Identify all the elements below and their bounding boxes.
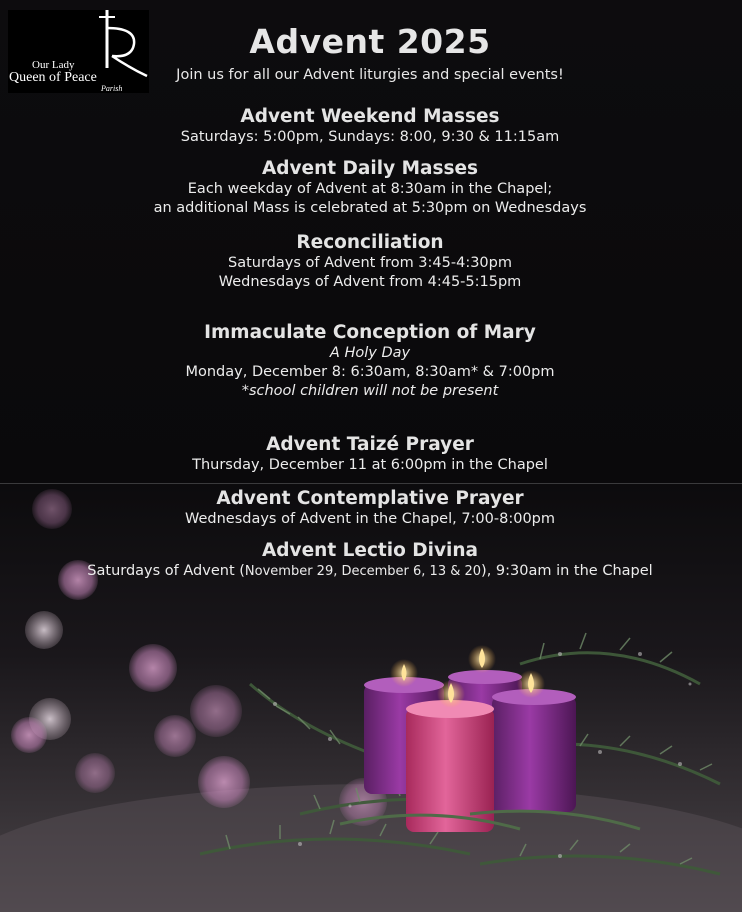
section-text: Wednesdays of Advent from 4:45-5:15pm: [218, 274, 522, 290]
section-text: [30, 562, 710, 581]
svg-text:Queen of Peace: Queen of Peace: [9, 70, 97, 85]
daily-masses-section: [60, 158, 680, 218]
contemplative-prayer-section: [60, 488, 680, 529]
svg-text:Our Lady: Our Lady: [32, 59, 75, 71]
lectio-divina-section: [30, 540, 710, 581]
section-text: an additional Mass is celebrated at 5:30pm on Wednesdays: [153, 200, 587, 216]
parish-logo: [8, 10, 149, 93]
section-text: Saturdays of Advent from 3:45-4:30pm: [228, 255, 512, 271]
lectio-dates: November 29, December 6, 13 & 20: [244, 564, 482, 579]
lectio-text-c: ), 9:30am in the Chapel: [481, 563, 653, 579]
section-heading: Advent Taizé Prayer: [266, 434, 474, 455]
immaculate-conception-section: [60, 322, 680, 401]
section-heading: Reconciliation: [296, 232, 444, 253]
section-text: Wednesdays of Advent in the Chapel, 7:00-8:00pm: [184, 511, 556, 527]
section-divider: [0, 483, 742, 484]
section-text: Each weekday of Advent at 8:30am in the Chapel;: [187, 181, 553, 197]
section-heading: Advent Weekend Masses: [240, 106, 500, 127]
weekend-masses-section: [60, 106, 680, 147]
page-subtitle: Join us for all our Advent liturgies and special events!: [176, 67, 564, 83]
section-heading: Advent Lectio Divina: [261, 540, 478, 561]
section-text: Monday, December 8: 6:30am, 8:30am* & 7:00pm: [185, 364, 555, 380]
section-heading: Immaculate Conception of Mary: [204, 322, 536, 343]
section-footnote: *school children will not be present: [241, 383, 499, 399]
section-text: Thursday, December 11 at 6:00pm in the Chapel: [192, 457, 548, 473]
taize-prayer-section: [60, 434, 680, 475]
section-heading: Advent Contemplative Prayer: [216, 488, 524, 509]
section-text: A Holy Day: [329, 345, 411, 361]
page-title: Advent 2025: [249, 22, 491, 61]
lectio-text-a: Saturdays of Advent (: [87, 563, 245, 579]
section-heading: Advent Daily Masses: [261, 158, 479, 179]
section-text: Saturdays: 5:00pm, Sundays: 8:00, 9:30 & 11:15am: [180, 129, 560, 145]
reconciliation-section: [60, 232, 680, 292]
svg-text:Parish: Parish: [101, 84, 123, 93]
